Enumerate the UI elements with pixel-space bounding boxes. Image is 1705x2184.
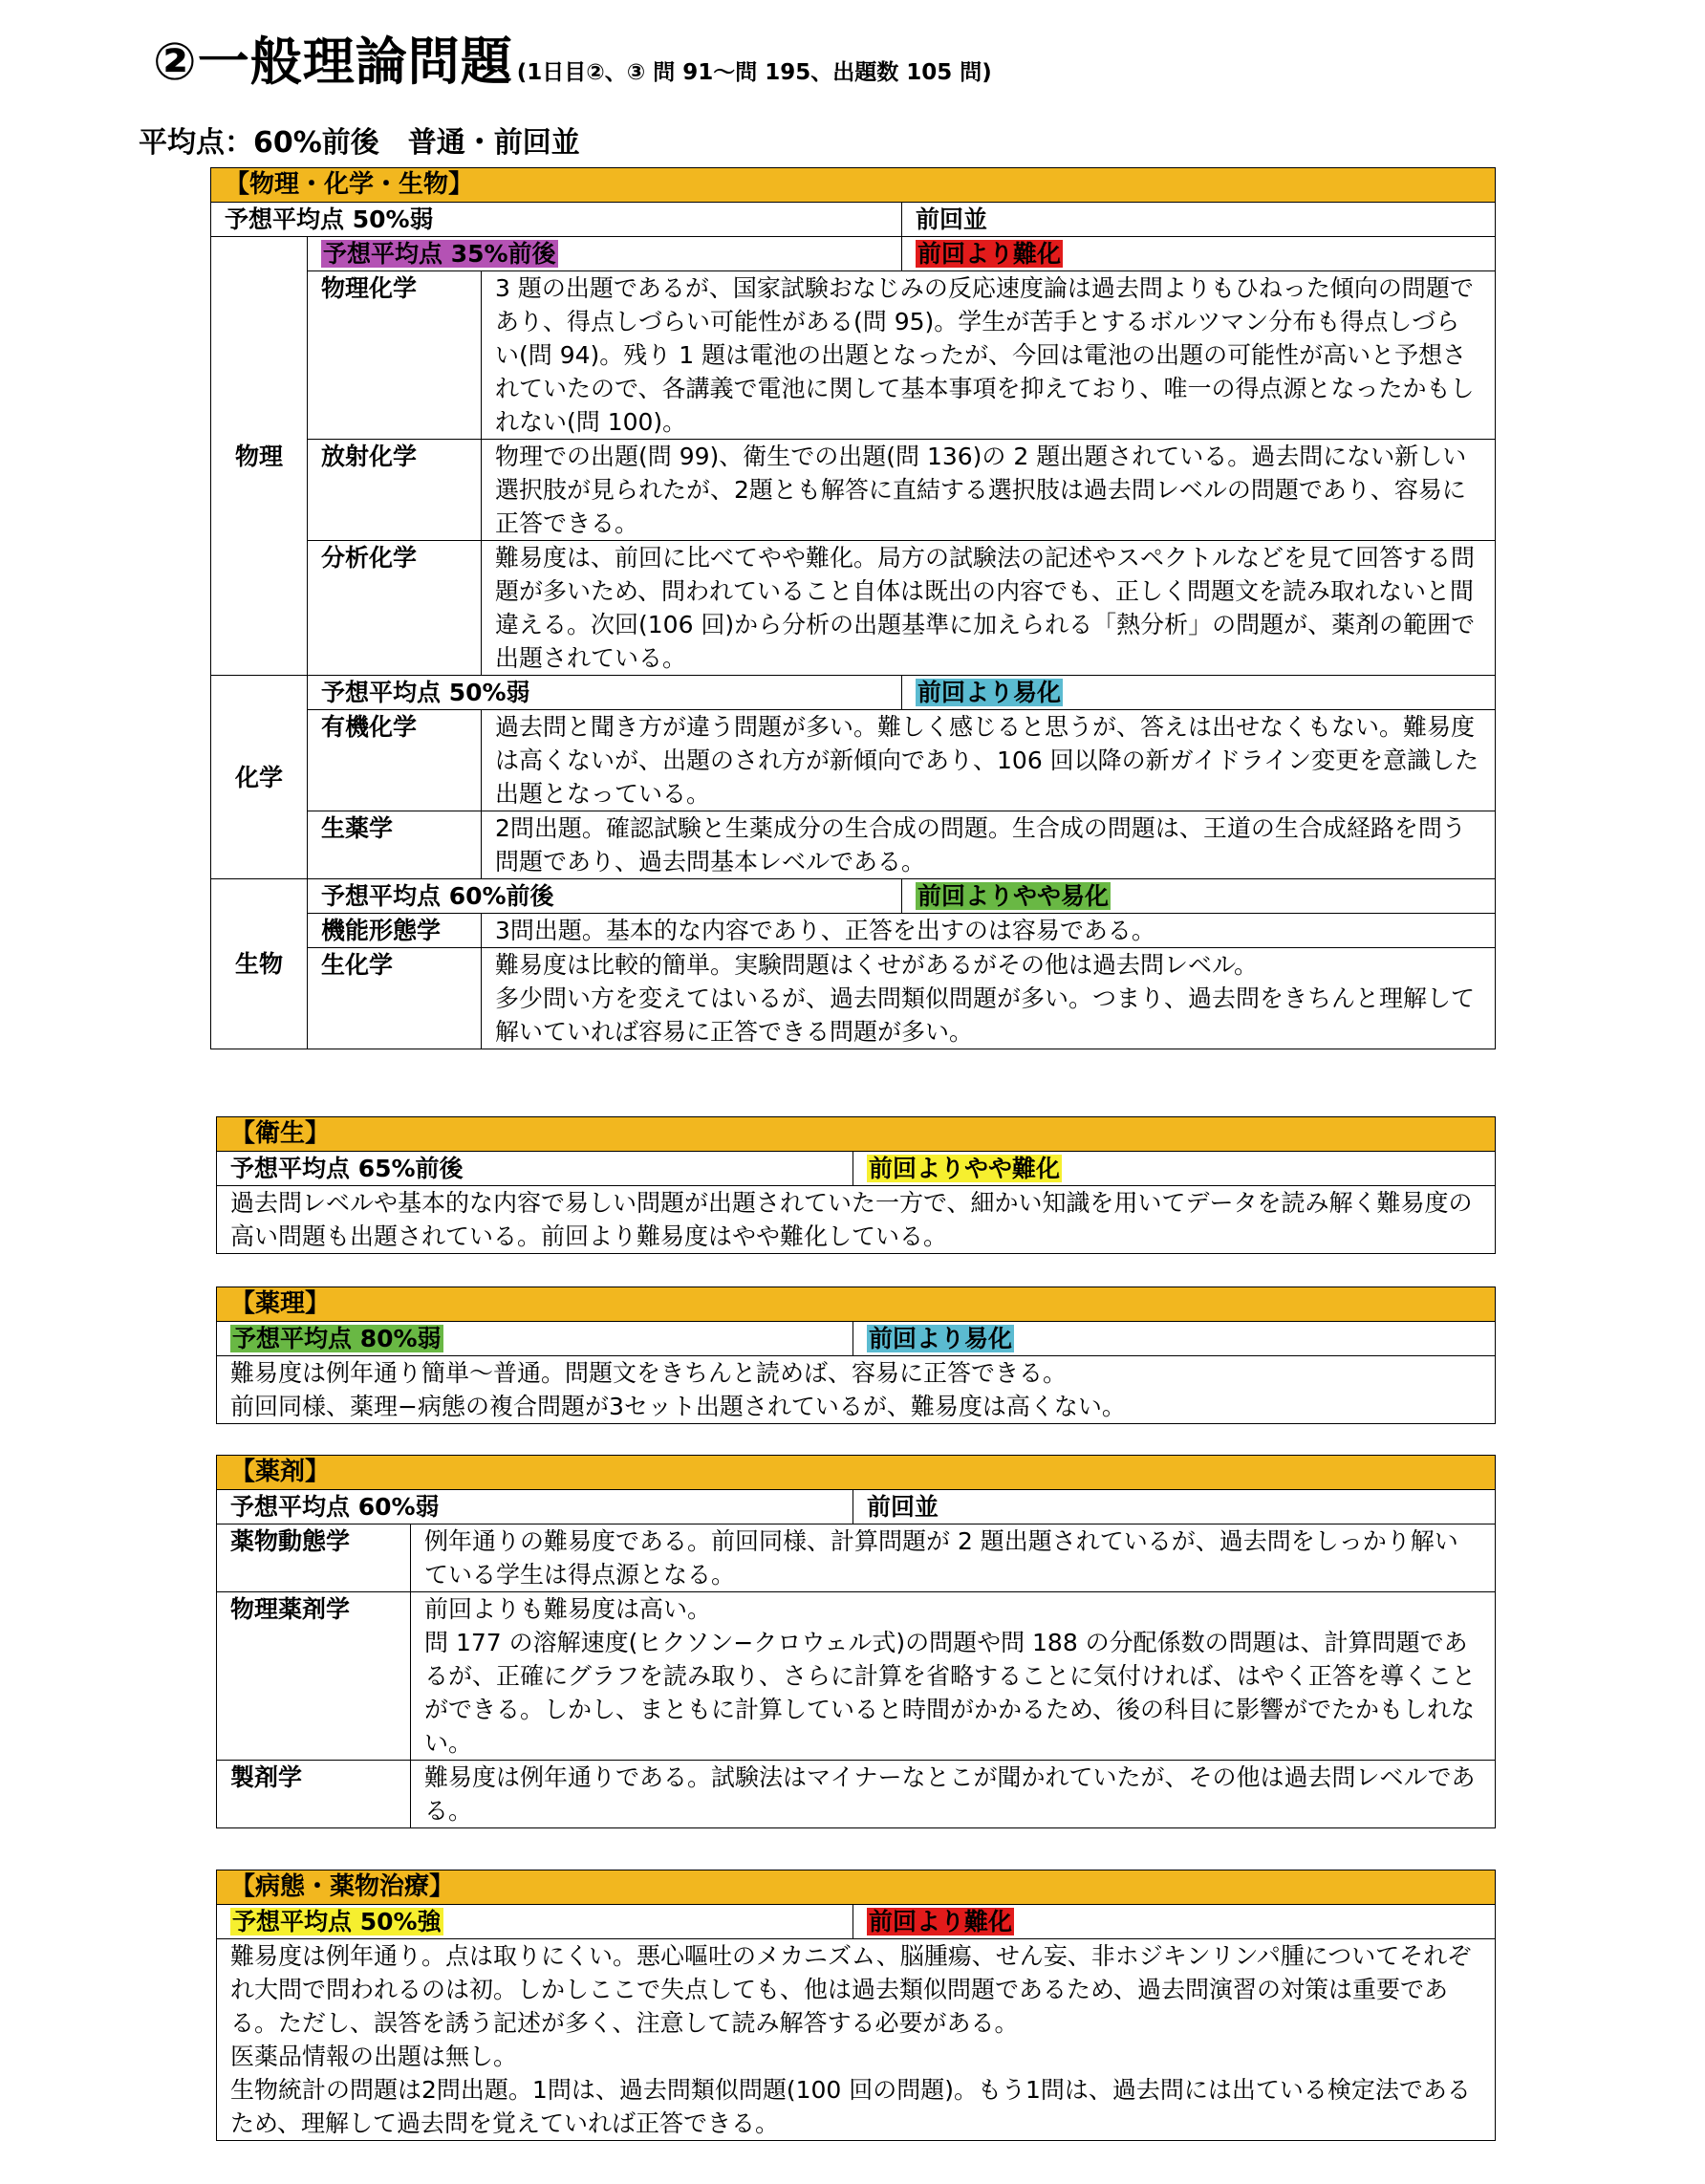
section-heading: 【物理・化学・生物】 <box>211 168 1496 203</box>
section-pharmaceutics <box>216 1455 1496 1828</box>
row-text: 例年通りの難易度である。前回同様、計算問題が 2 題出題されているが、過去問をしっかり解いている学生は得点源となる。 <box>411 1524 1496 1592</box>
trend: 前回並 <box>853 1490 1496 1524</box>
row-name: 物理化学 <box>308 271 482 440</box>
section-heading: 【病態・薬物治療】 <box>217 1870 1496 1905</box>
trend: 前回より易化 <box>853 1322 1496 1356</box>
row-name: 生化学 <box>308 948 482 1049</box>
section-pharmacology <box>216 1287 1496 1424</box>
row-name: 生薬学 <box>308 811 482 879</box>
trend: 前回よりやや難化 <box>853 1152 1496 1186</box>
row-text: 物理での出題(問 99)、衛生での出題(問 136)の 2 題出題されている。過去問にない新しい選択肢が見られたが、2題とも解答に直結する選択肢は過去問レベルの問題であり、容易に正答できる。 <box>482 440 1496 541</box>
trend: 前回より難化 <box>853 1905 1496 1939</box>
expected-average: 予想平均点 65%前後 <box>217 1152 853 1186</box>
expected-average: 予想平均点 50%強 <box>217 1905 853 1939</box>
row-text: 3問出題。基本的な内容であり、正答を出すのは容易である。 <box>482 914 1496 948</box>
row-name: 物理薬剤学 <box>217 1592 411 1761</box>
expected-average-chemistry: 予想平均点 50%弱 <box>308 676 902 710</box>
row-name: 薬物動態学 <box>217 1524 411 1592</box>
trend-physics: 前回より難化 <box>902 237 1496 271</box>
row-text: 3 題の出題であるが、国家試験おなじみの反応速度論は過去問よりもひねった傾向の問題であり、得点しづらい可能性がある(問 95)。学生が苦手とするボルツマン分布も得点しづらい(問 94)。残り 1 題は電池の出題となったが、今回は電池の出題の可能性が高いと予想されていたので、各講義で電池に関して基本事項を抑えており、唯一の得点源となったかもしれない(問 100)。 <box>482 271 1496 440</box>
expected-average-biology: 予想平均点 60%前後 <box>308 879 902 914</box>
row-text: 難易度は、前回に比べてやや難化。局方の試験法の記述やスペクトルなどを見て回答する問題が多いため、問われていること自体は既出の内容でも、正しく問題文を読み取れないと間違える。次回(106 回)から分析の出題基準に加えられる「熱分析」の問題が、薬剤の範囲で出題されている。 <box>482 541 1496 676</box>
expected-average: 予想平均点 60%弱 <box>217 1490 853 1524</box>
expected-average-physics: 予想平均点 35%前後 <box>308 237 902 271</box>
row-text: 過去問と聞き方が違う問題が多い。難しく感じると思うが、答えは出せなくもない。難易度は高くないが、出題のされ方が新傾向であり、106 回以降の新ガイドライン変更を意識した出題となっている。 <box>482 710 1496 811</box>
row-text: 前回よりも難易度は高い。 問 177 の溶解速度(ヒクソン−クロウェル式)の問題や問 188 の分配係数の問題は、計算問題であるが、正確にグラフを読み取り、さらに計算を省略することに気付ければ、はやく正答を導くことができる。しかし、まともに計算していると時間がかかるため、後の科目に影響がでたかもしれない。 <box>411 1592 1496 1761</box>
trend-chemistry: 前回より易化 <box>902 676 1496 710</box>
section-heading: 【薬理】 <box>217 1287 1496 1322</box>
row-name: 放射化学 <box>308 440 482 541</box>
subject-label-physics: 物理 <box>211 237 308 676</box>
section-pathology <box>216 1870 1496 2141</box>
section-hygiene <box>216 1116 1496 1254</box>
title-subtitle: (1日目②、③ 問 91～問 195、出題数 105 問) <box>516 60 992 85</box>
subject-label-biology: 生物 <box>211 879 308 1049</box>
row-name: 機能形態学 <box>308 914 482 948</box>
row-name: 分析化学 <box>308 541 482 676</box>
overall-average: 平均点：60%前後 普通・前回並 <box>139 126 580 160</box>
trend-biology: 前回よりやや易化 <box>902 879 1496 914</box>
row-name: 製剤学 <box>217 1761 411 1828</box>
section-heading: 【薬剤】 <box>217 1456 1496 1490</box>
row-text: 難易度は比較的簡単。実験問題はくせがあるがその他は過去問レベル。 多少問い方を変えてはいるが、過去問類似問題が多い。つまり、過去問をきちんと理解して解いていれば容易に正答できる問題が多い。 <box>482 948 1496 1049</box>
section-phys-chem-bio <box>210 167 1496 1049</box>
row-text: 2問出題。確認試験と生薬成分の生合成の問題。生合成の問題は、王道の生合成経路を問う問題であり、過去問基本レベルである。 <box>482 811 1496 879</box>
row-name: 有機化学 <box>308 710 482 811</box>
title-main: ②一般理論問題 <box>153 32 513 92</box>
expected-average: 予想平均点 80%弱 <box>217 1322 853 1356</box>
section-heading: 【衛生】 <box>217 1117 1496 1152</box>
section-text: 過去問レベルや基本的な内容で易しい問題が出題されていた一方で、細かい知識を用いてデータを読み解く難易度の高い問題も出題されている。前回より難易度はやや難化している。 <box>217 1186 1496 1254</box>
expected-average: 予想平均点 50%弱 <box>211 203 902 237</box>
subject-label-chemistry: 化学 <box>211 676 308 879</box>
page-title <box>153 21 992 95</box>
section-text: 難易度は例年通り。点は取りにくい。悪心嘔吐のメカニズム、脳腫瘍、せん妄、非ホジキンリンパ腫についてそれぞれ大問で問われるのは初。しかしここで失点しても、他は過去類似問題であるため、過去問演習の対策は重要である。ただし、誤答を誘う記述が多く、注意して読み解答する必要がある。 医薬品情報の出題は無し。 生物統計の問題は2問出題。1問は、過去問類似問題(100 回の問題)。もう1問は、過去問には出ている検定法であるため、理解して過去問を覚えていれば正答できる。 <box>217 1939 1496 2141</box>
trend: 前回並 <box>902 203 1496 237</box>
row-text: 難易度は例年通りである。試験法はマイナーなとこが聞かれていたが、その他は過去問レベルである。 <box>411 1761 1496 1828</box>
section-text: 難易度は例年通り簡単～普通。問題文をきちんと読めば、容易に正答できる。 前回同様、薬理−病態の複合問題が3セット出題されているが、難易度は高くない。 <box>217 1356 1496 1424</box>
